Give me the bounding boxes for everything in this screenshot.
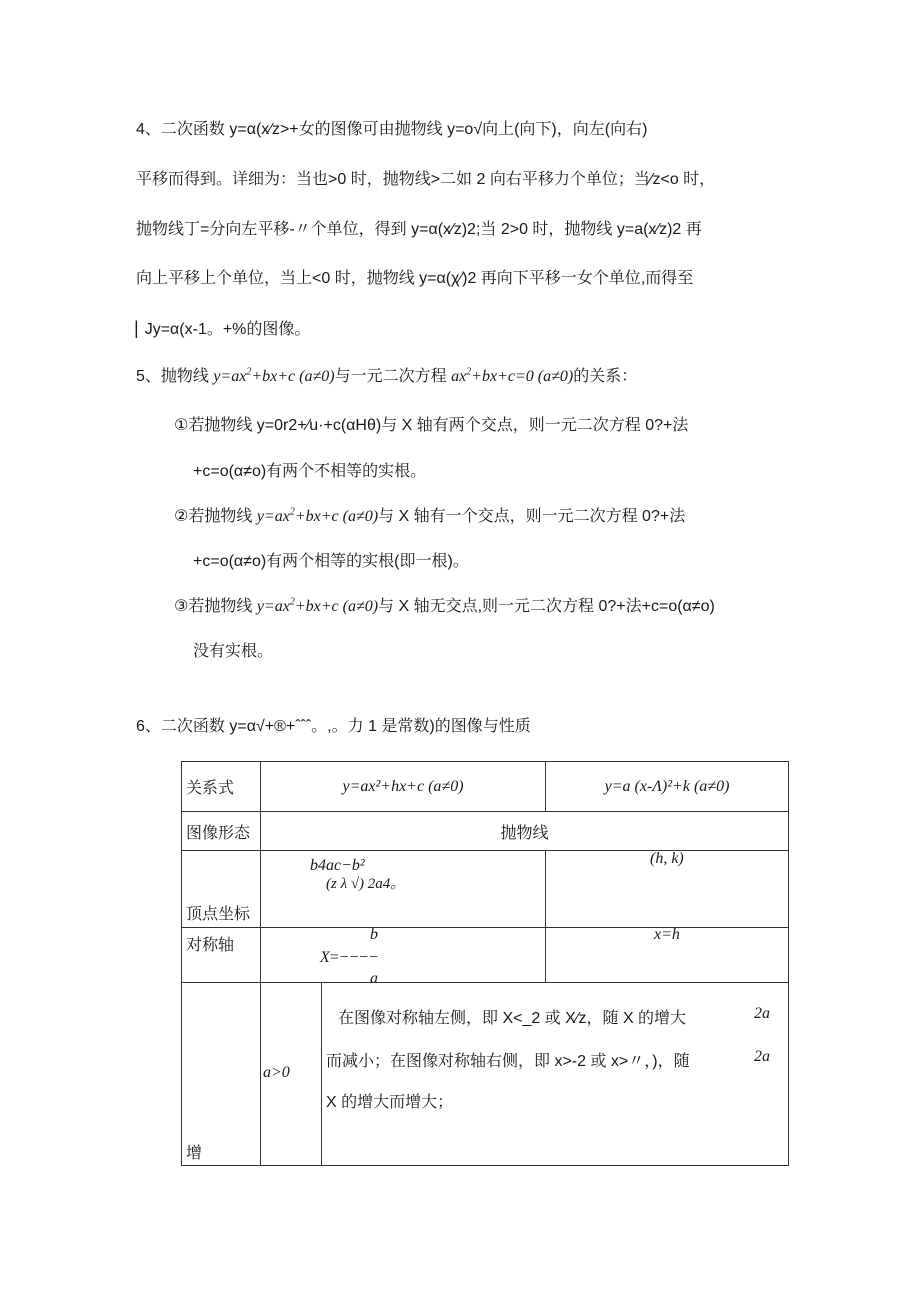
axis-numerator: b [370,928,378,943]
cell-label [182,762,261,812]
cell-general-form [261,762,546,812]
cell-monotonic [322,983,789,1166]
axis-denominator: a [370,970,378,982]
vertex-denominator: (z λ √) 2a4。 [326,876,406,892]
label-relation: 关系式 [186,780,235,797]
sec5-item3-line2: 没有实根。 [193,643,274,660]
margin-bar: | [134,318,139,338]
sec5-heading [136,366,637,388]
sec5-item2-b: 与 X 轴有一个交点，则一元二次方程 0?+法 [378,508,686,525]
sec5-item1-line1: ①若抛物线 y=0r2+⁄u·+c(αHθ)与 X 轴有两个交点，则一元二次方程 0?+法 [174,417,689,434]
monotonic-line-2-2a: 2a [754,1048,770,1065]
sec4-line-5-text: Jy=α(x-1。+%的图像。 [144,321,311,338]
monotonic-line-1: 在图像对称轴左侧，即 X<_2 或 X⁄z，随 X 的增大 [338,1010,687,1027]
axis-h: x=h [654,926,680,943]
sec4-line-1: 4、二次函数 y=α(x⁄z>+女的图像可由抛物线 y=o√向上(向下)，向左(向右) [136,121,648,138]
sec5-item1-line2: +c=o(α≠o)有两个不相等的实根。 [193,463,427,480]
table-row [182,762,789,812]
cell-condition [261,983,322,1166]
cell-vertex-general [261,851,546,928]
sec5-item2-line2: +c=o(α≠o)有两个相等的实根(即一根)。 [193,553,469,570]
cell-vertex-form-value [546,851,789,928]
sec5-item2-line1 [174,506,685,528]
cell-vertex-form [546,762,789,812]
monotonic-line-1-2a: 2a [754,1005,770,1022]
sec4-line-4: 向上平移上个单位，当上<0 时，抛物线 y=α(χ⁄)2 再向下平移一女个单位,而得至 [136,270,694,287]
cell-label [182,983,261,1166]
vertex-form: y=a (x-Λ)²+k (a≠0) [604,777,730,795]
equation-formula: $ax^2+bx+c=0$ (a≠0) [451,366,574,385]
sec4-line-5 [134,317,310,341]
properties-table [181,761,789,1166]
cell-shape [261,812,789,851]
label-axis: 对称轴 [186,937,235,954]
sec5-heading-b: 与一元二次方程 [334,368,447,385]
vertex-numerator: b4ac−b² [310,857,365,874]
axis-fraction: X=−−−− [320,949,378,966]
sec5-heading-a: 5、抛物线 [136,368,209,385]
shape-value: 抛物线 [500,824,549,842]
cell-label [182,851,261,928]
cell-label [182,928,261,983]
condition-a-positive: a>0 [263,1064,290,1081]
vertex-hk: (h, k) [650,850,684,867]
table-row [182,983,789,1166]
sec5-item3-b: 与 X 轴无交点,则一元二次方程 0?+法+c=o(α≠o) [378,598,715,615]
monotonic-line-3: X 的增大而增大； [326,1094,454,1111]
table-row [182,851,789,928]
sec5-item3-a: ③若抛物线 [174,598,253,615]
general-form: y=ax²+hx+c (a≠0) [342,777,464,795]
table-row [182,928,789,983]
sec5-heading-c: 的关系： [573,368,638,385]
sec5-item3-line1 [174,596,715,618]
label-increase: 增 [186,1145,203,1162]
parabola-formula: $y=ax^2+bx+c$ (a≠0) [213,366,335,385]
label-shape: 图像形态 [186,824,251,842]
table-row [182,812,789,851]
sec5-item2-a: ②若抛物线 [174,508,253,525]
sec6-title: 6、二次函数 y=α√+®+ˆˆˆ。,。力 1 是常数)的图像与性质 [136,718,531,735]
item3-formula: $y=ax^2+bx+c$ (a≠0) [256,596,379,615]
sec4-line-2: 平移而得到。详细为：当也>0 时，抛物线>二如 2 向右平移力个单位；当⁄z<o 时， [136,171,716,188]
cell-axis-general [261,928,546,983]
monotonic-line-2: 而减小；在图像对称轴右侧，即 x>-2 或 x>〃，)，随 [326,1053,690,1070]
item2-formula: $y=ax^2+bx+c$ (a≠0) [256,506,379,525]
cell-axis-vertex [546,928,789,983]
label-vertex: 顶点坐标 [186,906,251,923]
sec4-line-3: 抛物线丁=分向左平移-〃个单位，得到 y=α(x⁄z)2;当 2>0 时，抛物线 y=a(x⁄z)2 再 [136,221,702,238]
cell-label [182,812,261,851]
